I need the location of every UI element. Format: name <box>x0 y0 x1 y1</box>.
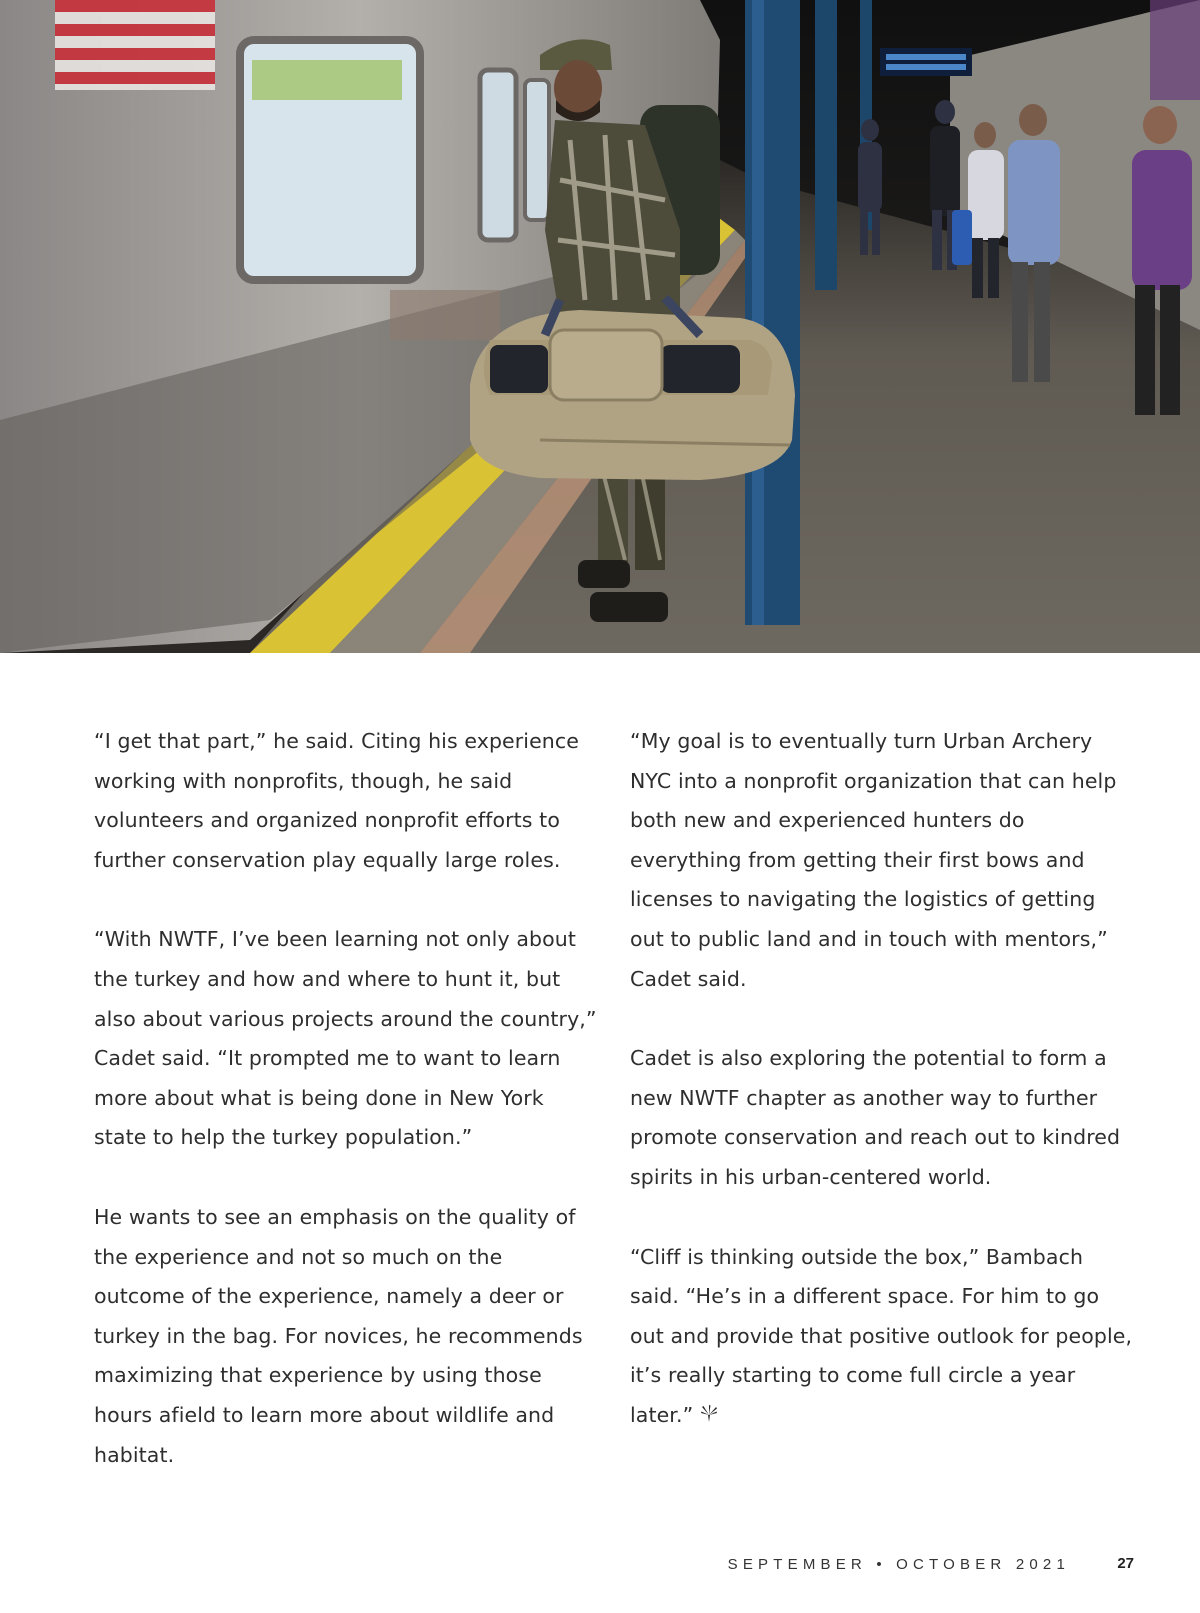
hero-photo <box>0 0 1200 653</box>
paragraph: Cadet is also exploring the potential to form a new NWTF chapter as another way to further promote conservation and reach out to kindred spirits in his urban-centered world. <box>630 1046 1121 1189</box>
paragraph: “I get that part,” he said. Citing his experience working with nonprofits, though, he said volunteers and organized nonprofit efforts to further conservation play equally large roles. <box>94 729 579 872</box>
article-column-left <box>94 722 598 1515</box>
page-footer <box>0 1550 1200 1580</box>
page-number: 27 <box>1117 1555 1134 1572</box>
issue-date: SEPTEMBER • OCTOBER 2021 <box>727 1556 1070 1573</box>
article-column-right <box>630 722 1134 1515</box>
turkey-track-icon <box>699 1398 719 1438</box>
paragraph: He wants to see an emphasis on the quality of the experience and not so much on the outcome of the experience, namely a deer or turkey in the bag. For novices, he recommends maximizing that experience by using those hours afield to learn more about wildlife and habitat. <box>94 1204 583 1467</box>
article-body <box>94 722 1134 1515</box>
paragraph-final <box>630 1238 1134 1438</box>
paragraph: “With NWTF, I’ve been learning not only about the turkey and how and where to hunt it, but also about various projects around the country,” Cadet said. “It prompted me to want to learn more about what is being done in New York state to help the turkey population.” <box>94 927 597 1150</box>
paragraph-text: “Cliff is thinking outside the box,” Bambach said. “He’s in a different space. For him to go out and provide that positive outlook for people, it’s really starting to come full circle a year later.” <box>630 1244 1133 1427</box>
paragraph: “My goal is to eventually turn Urban Archery NYC into a nonprofit organization that can help both new and experienced hunters do everything from getting their first bows and licenses to navigating the logistics of getting out to public land and in touch with mentors,” Cadet said. <box>630 729 1117 991</box>
